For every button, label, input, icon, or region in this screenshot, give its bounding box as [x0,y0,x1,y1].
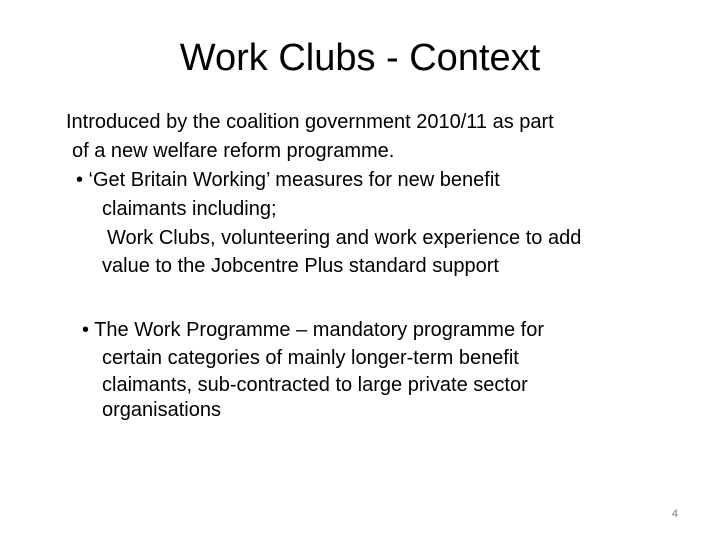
bullet-1-line-4: value to the Jobcentre Plus standard support [102,255,499,277]
bullet-2-line-4: organisations [102,399,221,421]
bullet-1-line-1: • ‘Get Britain Working’ measures for new benefit [76,169,500,191]
bullet-1-line-3: Work Clubs, volunteering and work experience to add [107,227,582,249]
bullet-2-line-1: • The Work Programme – mandatory programme for [82,319,544,341]
intro-line-1: Introduced by the coalition government 2010/11 as part [66,111,554,133]
slide-title: Work Clubs - Context [179,37,541,79]
intro-line-2: of a new welfare reform programme. [72,140,395,162]
page-number: 4 [671,508,678,520]
bullet-1-line-2: claimants including; [102,198,277,220]
bullet-2-line-2: certain categories of mainly longer-term benefit [102,347,519,369]
bullet-2-line-3: claimants, sub-contracted to large private sector [102,374,528,396]
